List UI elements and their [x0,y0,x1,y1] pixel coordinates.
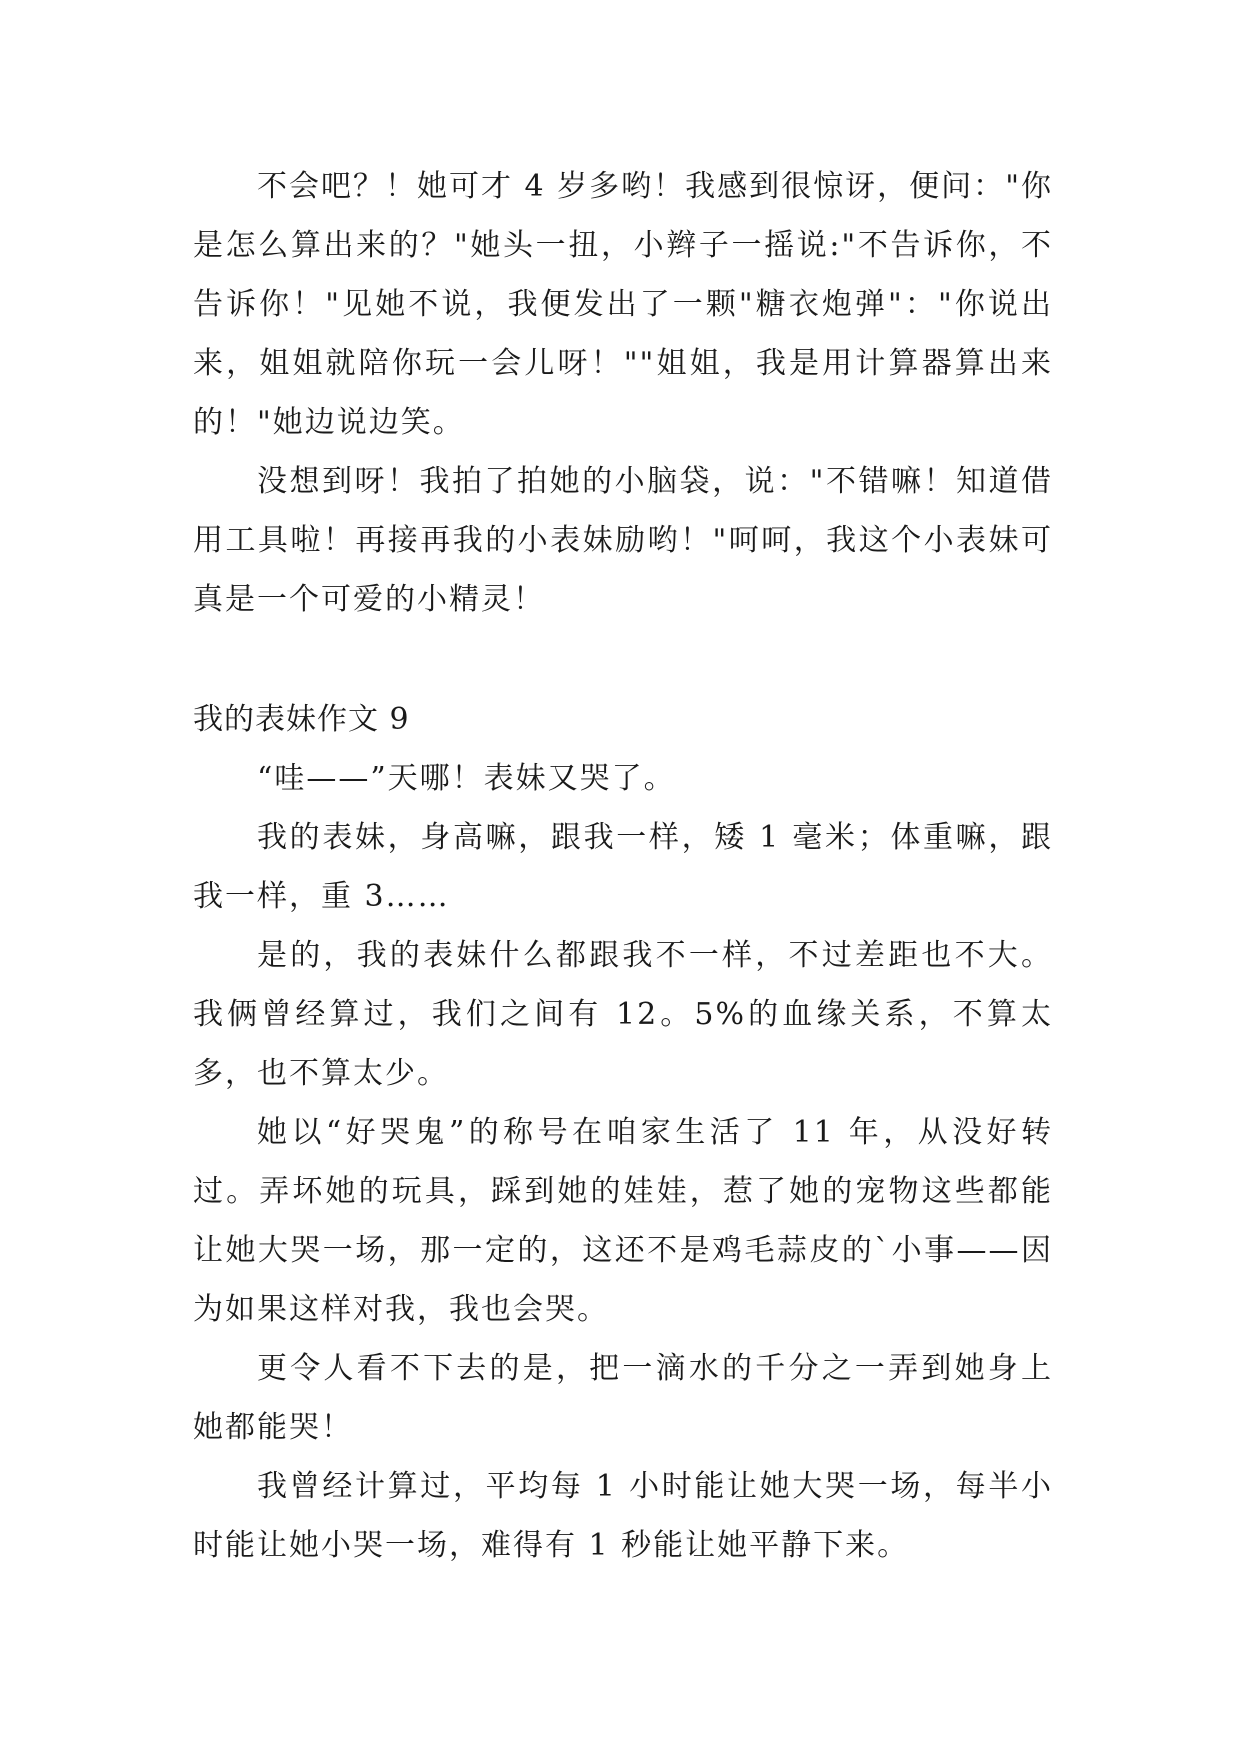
section-title: 我的表妹作文 9 [193,702,410,737]
paragraph: 没想到呀！我拍了拍她的小脑袋，说："不错嘛！知道借用工具啦！再接再我的小表妹励哟！"呵呵，我这个小表妹可真是一个可爱的小精灵！ [193,464,1053,617]
essay-section [193,690,1053,1575]
paragraph: 我的表妹，身高嘛，跟我一样，矮 1 毫米；体重嘛，跟我一样，重 3…… [193,820,1053,914]
paragraph: “哇——”天哪！表妹又哭了。 [257,761,676,796]
paragraph: 我曾经计算过，平均每 1 小时能让她大哭一场，每半小时能让她小哭一场，难得有 1 秒能让她平静下来。 [193,1469,1053,1563]
paragraph: 是的，我的表妹什么都跟我不一样，不过差距也不大。我俩曾经算过，我们之间有 12。5%的血缘关系，不算太多，也不算太少。 [193,938,1053,1091]
paragraph: 她以“好哭鬼”的称号在咱家生活了 11 年，从没好转过。弄坏她的玩具，踩到她的娃娃，惹了她的宠物这些都能让她大哭一场，那一定的，这还不是鸡毛蒜皮的`小事——因为如果这样对我，我也会哭。 [193,1115,1053,1327]
top-text-block [193,157,1053,629]
paragraph: 更令人看不下去的是，把一滴水的千分之一弄到她身上她都能哭！ [193,1351,1053,1445]
paragraph: 不会吧？！她可才 4 岁多哟！我感到很惊讶，便问："你是怎么算出来的？"她头一扭，小辫子一摇说:"不告诉你，不告诉你！"见她不说，我便发出了一颗"糖衣炮弹"："你说出来，姐姐就陪你玩一会儿呀！""姐姐，我是用计算器算出来的！"她边说边笑。 [193,169,1053,440]
